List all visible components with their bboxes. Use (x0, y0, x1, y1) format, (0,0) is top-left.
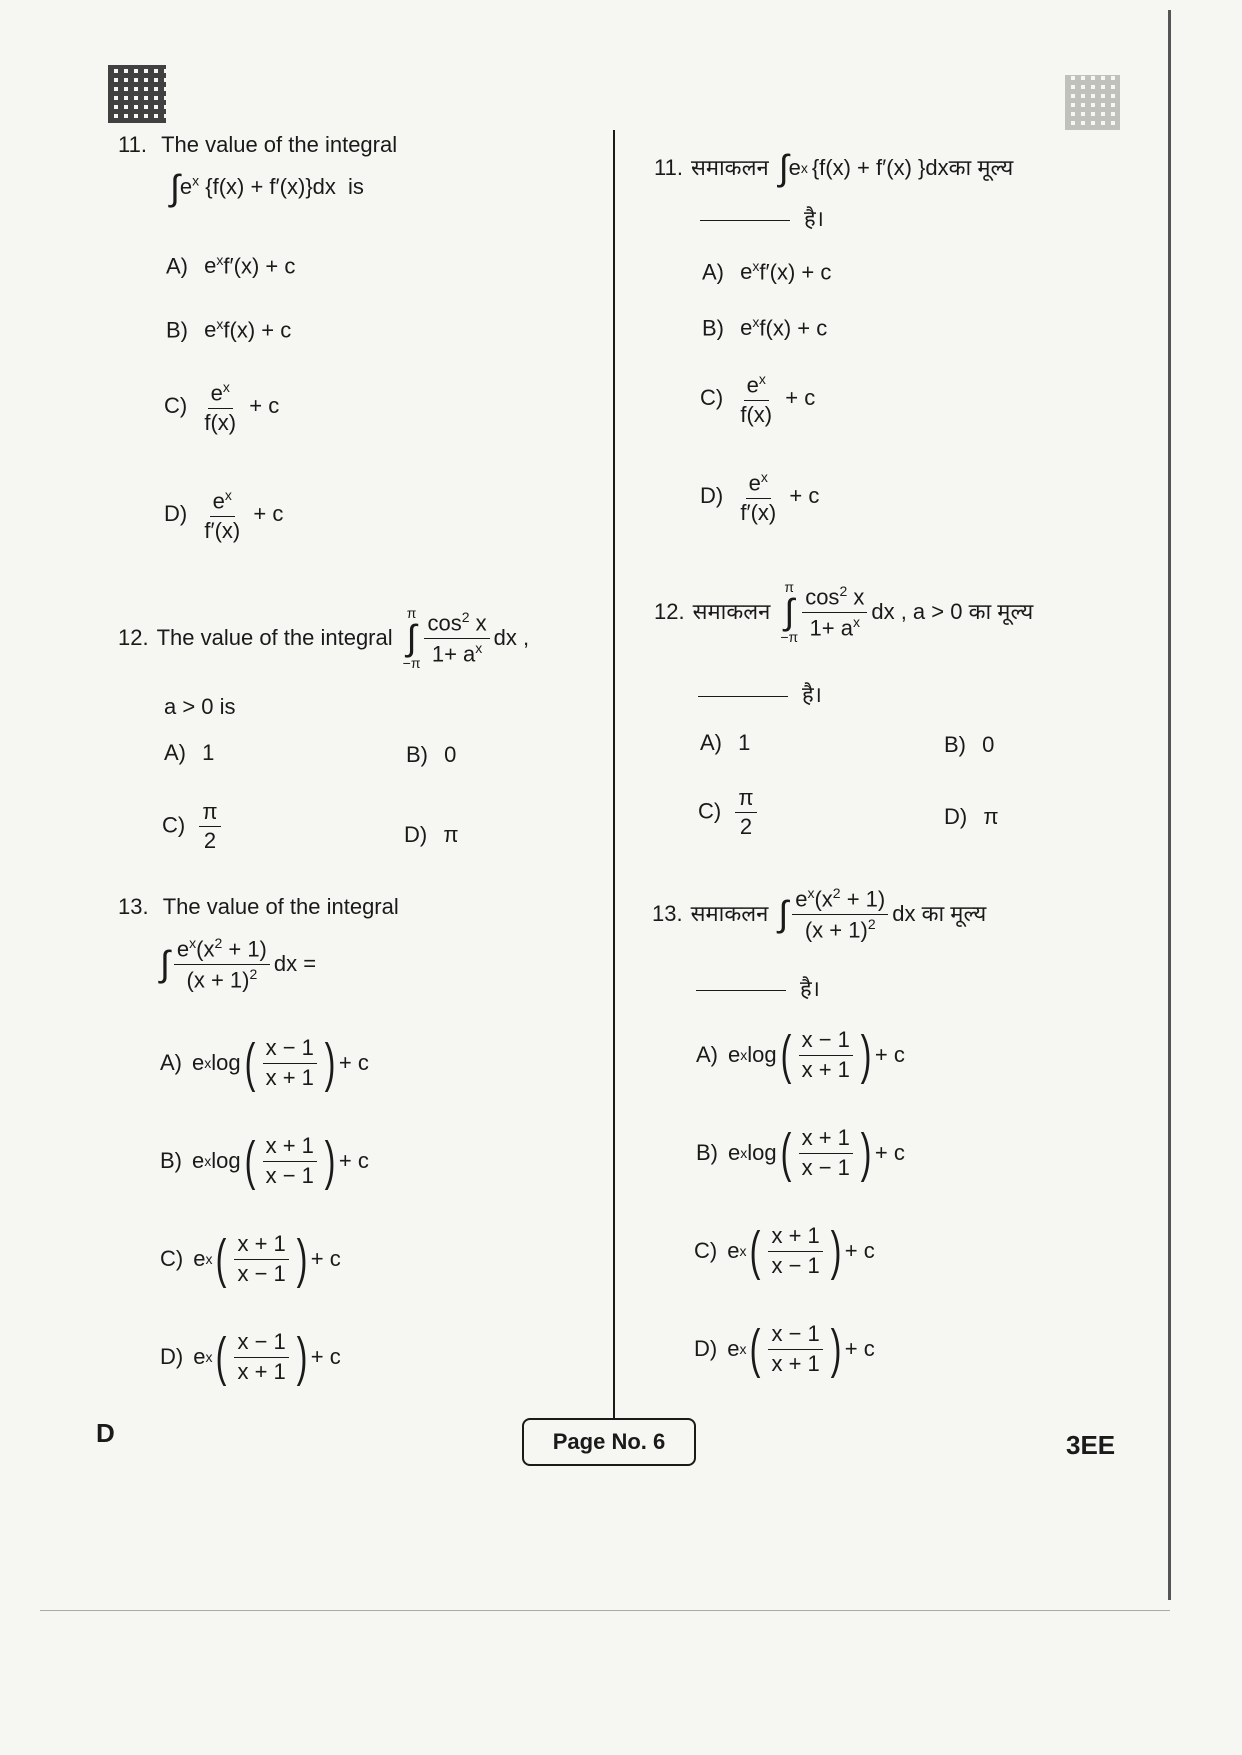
option-d[interactable]: D) $\frac{e^x}{f'(x)}$ + c (164, 487, 284, 543)
blank-line (700, 220, 790, 221)
option-d[interactable]: D) π (404, 822, 459, 847)
option-c[interactable]: C) $\frac{e^x}{f(x)}$ + c (164, 379, 280, 435)
option-d[interactable]: D) π (944, 804, 999, 829)
option-b[interactable]: B) e x log ( $\frac{x + 1}{x - 1}$ ) + c (696, 1123, 905, 1183)
page-number: Page No. 6 (552, 1429, 666, 1454)
qr-code-icon-faded (1065, 75, 1120, 130)
question-stem: समाकलन (690, 154, 769, 180)
option-b[interactable]: B) $e^xf(x) + c$ (166, 316, 292, 343)
question-11-expression: $\int e^x$ {f(x) + f′(x)}dx is (170, 167, 364, 208)
option-d[interactable]: D) e x ( $\frac{x - 1}{x + 1}$ ) + c (160, 1327, 341, 1387)
integral-sign-icon: ∫ (778, 147, 789, 188)
option-c[interactable]: C) $\frac{\pi}{2}$ (698, 786, 761, 839)
question-13-expression: ∫ $\frac{e^x(x^2 + 1)}{(x + 1)^2}$ dx = (160, 935, 317, 992)
option-a[interactable]: A) $e^xf'(x) + c$ (166, 252, 296, 279)
bottom-rule (40, 1610, 1170, 1611)
question-13-en (118, 894, 399, 920)
page-edge-line (1168, 10, 1171, 1600)
question-number: 13. (118, 894, 149, 919)
question-number: 11. (654, 154, 683, 180)
question-stem: The value of the integral (161, 132, 398, 157)
option-a[interactable]: A) 1 (700, 730, 751, 755)
question-stem: समाकलन (690, 900, 769, 926)
option-a[interactable]: A) e x log ( $\frac{x - 1}{x + 1}$ ) + c (696, 1025, 905, 1085)
column-divider (613, 130, 615, 1420)
option-d[interactable]: D) $\frac{e^x}{f'(x)}$ + c (700, 469, 820, 525)
definite-integral-icon: π ∫ −π (402, 605, 421, 671)
blank-line (696, 990, 786, 991)
question-number: 12. (118, 624, 149, 650)
option-c[interactable]: C) e x ( $\frac{x + 1}{x - 1}$ ) + c (160, 1229, 341, 1289)
option-a[interactable]: A) e x log ( $\frac{x - 1}{x + 1}$ ) + c (160, 1033, 369, 1093)
option-a[interactable]: A) $e^xf'(x) + c$ (702, 258, 832, 285)
page-number-box (522, 1418, 696, 1466)
option-b[interactable]: B) e x log ( $\frac{x + 1}{x - 1}$ ) + c (160, 1131, 369, 1191)
integral-sign-icon: ∫ (170, 167, 180, 208)
question-11-en (118, 132, 397, 158)
option-b[interactable]: B) 0 (944, 732, 995, 757)
question-12-en: 12. The value of the integral π ∫ −π $\frac{\cos^2 x}{1+ a^x}$ dx , (118, 605, 530, 671)
integral-sign-icon: ∫ (160, 943, 170, 985)
integral-sign-icon: ∫ (778, 893, 789, 935)
answer-blank: है। (698, 682, 822, 708)
option-b[interactable]: B) $e^xf(x) + c$ (702, 314, 828, 341)
paper-code: 3EE (1066, 1430, 1116, 1460)
answer-blank: है। (700, 206, 824, 232)
question-number: 11. (118, 132, 147, 157)
option-c[interactable]: C) e x ( $\frac{x + 1}{x - 1}$ ) + c (694, 1221, 875, 1281)
question-11-hi: 11. समाकलन ∫ e x {f(x) + f′(x) }dx का मूल्य (654, 147, 1014, 188)
question-13-hi: 13. समाकलन ∫ $\frac{e^x(x^2 + 1)}{(x + 1)^2}$ dx का मूल्य (652, 885, 987, 942)
question-12-condition: a > 0 is (164, 694, 236, 719)
answer-blank: है। (696, 976, 820, 1002)
option-c[interactable]: C) $\frac{\pi}{2}$ (162, 800, 225, 853)
option-b[interactable]: B) 0 (406, 742, 457, 767)
blank-line (698, 696, 788, 697)
question-stem: The value of the integral (162, 894, 399, 919)
question-12-hi: 12. समाकलन π ∫ −π $\frac{\cos^2 x}{1+ a^x}$ dx , a > 0 का मूल्य (654, 579, 1034, 645)
option-c[interactable]: C) $\frac{e^x}{f(x)}$ + c (700, 371, 816, 427)
option-d[interactable]: D) e x ( $\frac{x - 1}{x + 1}$ ) + c (694, 1319, 875, 1379)
question-stem: समाकलन (692, 598, 771, 624)
option-a[interactable]: A) 1 (164, 740, 215, 765)
question-number: 12. (654, 598, 685, 624)
question-stem: The value of the integral (156, 624, 393, 650)
definite-integral-icon: π ∫ −π (780, 579, 799, 645)
qr-code-icon (108, 65, 166, 123)
booklet-series: D (96, 1418, 115, 1448)
question-number: 13. (652, 900, 683, 926)
